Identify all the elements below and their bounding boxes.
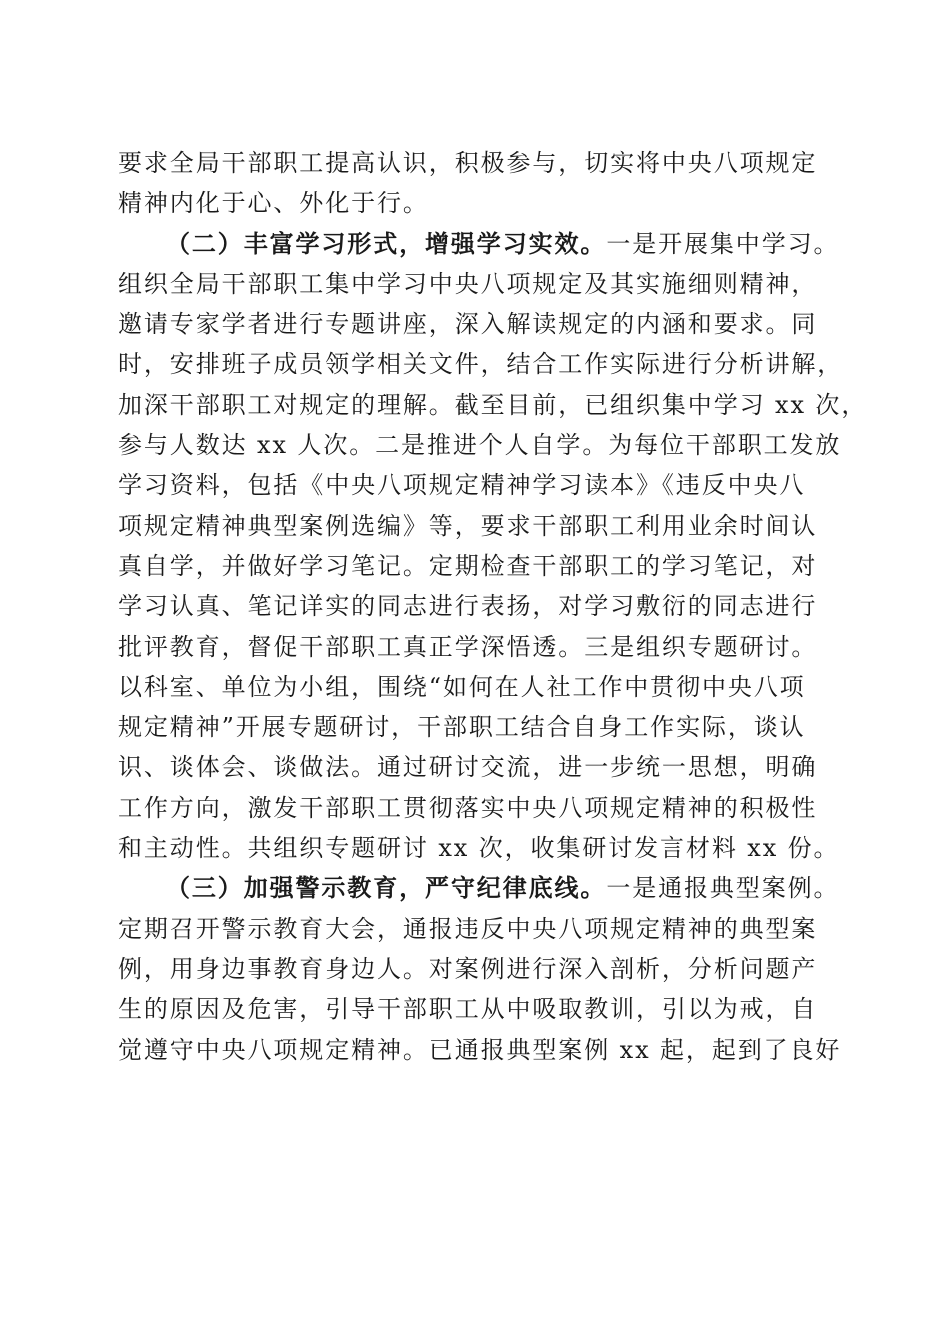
- text-line: 真自学，并做好学习笔记。定期检查干部职工的学习笔记，对: [118, 551, 818, 580]
- document-body: [118, 143, 868, 1070]
- text-line: 生的原因及危害，引导干部职工从中吸取教训，引以为戒，自: [118, 995, 818, 1024]
- text-line: 规定精神”开展专题研讨，干部职工结合自身工作实际，谈认: [118, 713, 806, 742]
- section-heading: （三）加强警示教育，严守纪律底线。: [166, 873, 607, 903]
- text-line: 加深干部职工对规定的理解。截至目前，已组织集中学习 xx 次，: [118, 390, 868, 419]
- paragraph: [118, 868, 842, 1069]
- text-line: 精神内化于心、外化于行。: [118, 189, 429, 218]
- text-run: 一是通报典型案例。: [606, 874, 840, 903]
- text-line: 邀请专家学者进行专题讲座，深入解读规定的内涵和要求。同: [118, 310, 818, 339]
- text-line: 例，用身边事教育身边人。对案例进行深入剖析，分析问题产: [118, 954, 818, 983]
- paragraph-first-line: [118, 868, 838, 908]
- text-line: 以科室、单位为小组，围绕“如何在人社工作中贯彻中央八项: [118, 672, 806, 701]
- text-line: 参与人数达 xx 人次。二是推进个人自学。为每位干部职工发放: [118, 431, 842, 460]
- section-heading: （二）丰富学习形式，增强学习实效。: [166, 228, 607, 258]
- text-line: 时，安排班子成员领学相关文件，结合工作实际进行分析讲解，: [118, 350, 844, 379]
- text-line: 定期召开警示教育大会，通报违反中央八项规定精神的典型案: [118, 914, 818, 943]
- text-line: 要求全局干部职工提高认识，积极参与，切实将中央八项规定: [118, 149, 818, 177]
- text-line: 觉遵守中央八项规定精神。已通报典型案例 xx 起，起到了良好: [118, 1035, 842, 1064]
- text-line: 学习认真、笔记详实的同志进行表扬，对学习敷衍的同志进行: [118, 592, 818, 621]
- paragraph-first-line: [118, 224, 838, 264]
- text-line: 工作方向，激发干部职工贯彻落实中央八项规定精神的积极性: [118, 793, 818, 822]
- text-line: 和主动性。共组织专题研讨 xx 次，收集研讨发言材料 xx 份。: [118, 834, 840, 863]
- text-line: 组织全局干部职工集中学习中央八项规定及其实施细则精神，: [118, 269, 818, 298]
- paragraph: [118, 224, 868, 869]
- paragraph: [118, 143, 838, 224]
- text-line: 识、谈体会、谈做法。通过研讨交流，进一步统一思想，明确: [118, 753, 818, 782]
- text-run: 一是开展集中学习。: [606, 229, 840, 258]
- text-line: 批评教育，督促干部职工真正学深悟透。三是组织专题研讨。: [118, 632, 818, 661]
- text-line: 项规定精神典型案例选编》等，要求干部职工利用业余时间认: [118, 511, 818, 540]
- text-line: 学习资料，包括《中央八项规定精神学习读本》《违反中央八: [118, 471, 806, 500]
